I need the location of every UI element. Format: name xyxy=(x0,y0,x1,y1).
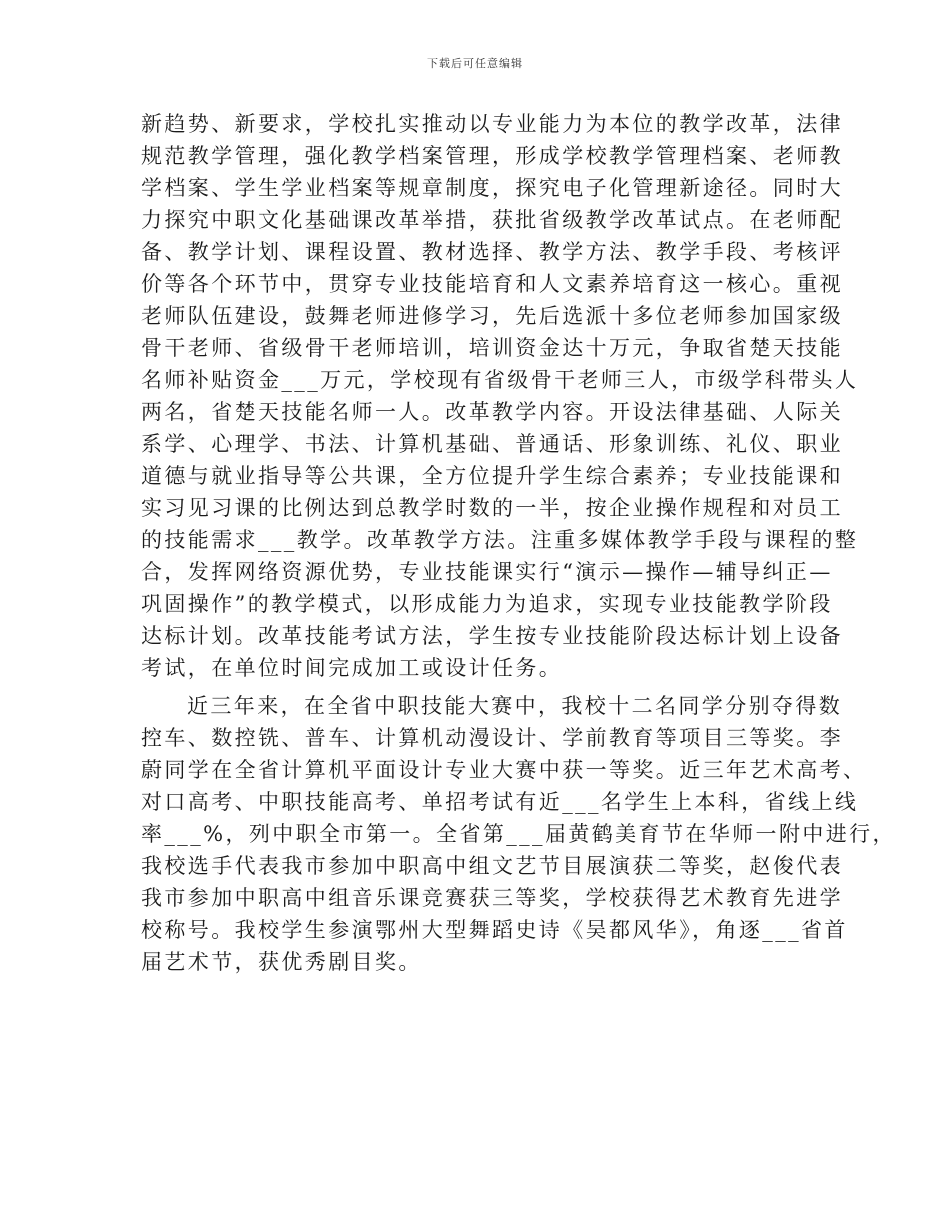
text-line: 两名，省楚天技能名师一人。改革教学内容。开设法律基础、人际关 xyxy=(141,400,843,424)
document-body xyxy=(141,108,896,978)
paragraph-2 xyxy=(141,690,896,978)
paragraph-1 xyxy=(141,108,859,684)
text-line: 率___%，列中职全市第一。全省第___届黄鹤美育节在华师一附中进行， xyxy=(141,822,896,846)
page-header: 下载后可任意编辑 xyxy=(427,57,523,70)
text-line: 达标计划。改革技能考试方法，学生按专业技能阶段达标计划上设备 xyxy=(141,624,843,648)
text-line: 的技能需求___教学。改革教学方法。注重多媒体教学手段与课程的整 xyxy=(141,528,859,552)
text-line: 蔚同学在全省计算机平面设计专业大赛中获一等奖。近三年艺术高考、 xyxy=(141,758,867,782)
text-line: 届艺术节，获优秀剧目奖。 xyxy=(141,950,422,974)
text-line: 近三年来，在全省中职技能大赛中，我校十二名同学分别夺得数 xyxy=(187,694,843,718)
text-line: 校称号。我校学生参演鄂州大型舞蹈史诗《吴都风华》，角逐___省首 xyxy=(141,918,848,942)
text-line: 老师队伍建设，鼓舞老师进修学习，先后选派十多位老师参加国家级 xyxy=(141,304,843,328)
text-line: 系学、心理学、书法、计算机基础、普通话、形象训练、礼仪、职业 xyxy=(141,432,843,456)
text-line: 道德与就业指导等公共课，全方位提升学生综合素养；专业技能课和 xyxy=(141,464,843,488)
text-line: 我校选手代表我市参加中职高中组文艺节目展演获二等奖，赵俊代表 xyxy=(141,854,843,878)
text-line: 实习见习课的比例达到总教学时数的一半，按企业操作规程和对员工 xyxy=(141,496,843,520)
text-line: 考试，在单位时间完成加工或设计任务。 xyxy=(141,656,563,680)
text-line: 巩固操作”的教学模式，以形成能力为追求，实现专业技能教学阶段 xyxy=(141,592,833,616)
text-line: 学档案、学生学业档案等规章制度，探究电子化管理新途径。同时大 xyxy=(141,176,843,200)
text-line: 力探究中职文化基础课改革举措，获批省级教学改革试点。在老师配 xyxy=(141,208,843,232)
text-line: 备、教学计划、课程设置、教材选择、教学方法、教学手段、考核评 xyxy=(141,240,843,264)
text-line: 合，发挥网络资源优势，专业技能课实行“演示—操作—辅导纠正— xyxy=(141,560,833,584)
text-line: 价等各个环节中，贯穿专业技能培育和人文素养培育这一核心。重视 xyxy=(141,272,843,296)
text-line: 我市参加中职高中组音乐课竞赛获三等奖，学校获得艺术教育先进学 xyxy=(141,886,843,910)
text-line: 名师补贴资金___万元，学校现有省级骨干老师三人，市级学科带头人 xyxy=(141,368,859,392)
text-line: 骨干老师、省级骨干老师培训，培训资金达十万元，争取省楚天技能 xyxy=(141,336,843,360)
text-line: 新趋势、新要求，学校扎实推动以专业能力为本位的教学改革，法律 xyxy=(141,112,843,136)
text-line: 控车、数控铣、普车、计算机动漫设计、学前教育等项目三等奖。李 xyxy=(141,726,843,750)
text-line: 对口高考、中职技能高考、单招考试有近___名学生上本科，省线上线 xyxy=(141,790,859,814)
text-line: 规范教学管理，强化教学档案管理，形成学校教学管理档案、老师教 xyxy=(141,144,843,168)
